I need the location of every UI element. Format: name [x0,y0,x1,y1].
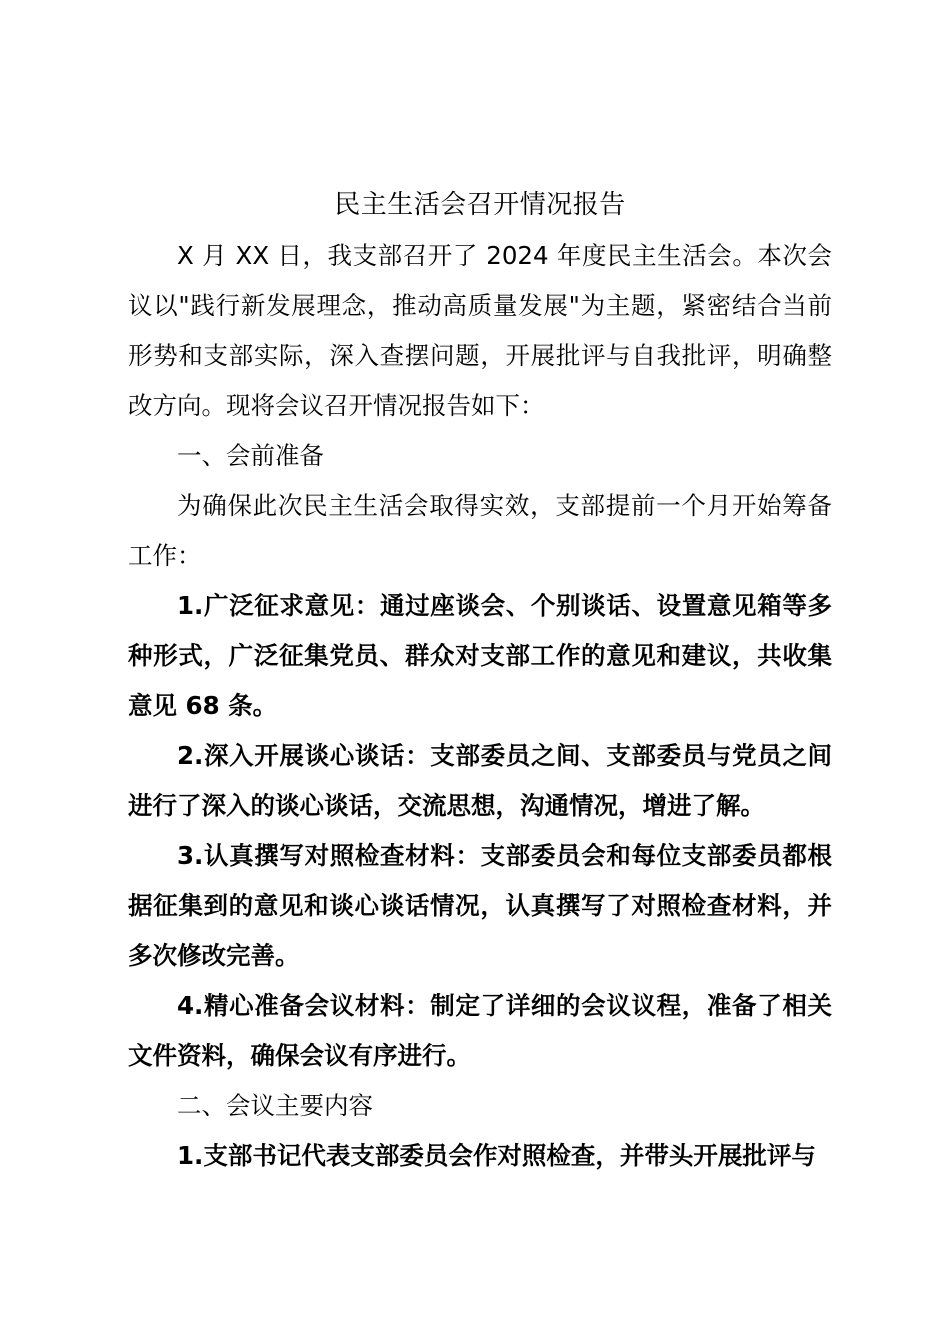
preparation-item-3: 3.认真撰写对照检查材料：支部委员会和每位支部委员都根据征集到的意见和谈心谈话情况，认真撰写了对照检查材料，并多次修改完善。 [128,841,832,970]
preparation-item-2: 2.深入开展谈心谈话：支部委员之间、支部委员与党员之间进行了深入的谈心谈话，交流思想，沟通情况，增进了解。 [128,741,832,820]
document-title: 民主生活会召开情况报告 [334,190,626,220]
section-heading-meeting-content: 二、会议主要内容 [177,1091,373,1120]
preparation-lead-paragraph: 为确保此次民主生活会取得实效，支部提前一个月开始筹备工作： [128,491,832,570]
meeting-content-item-1: 1.支部书记代表支部委员会作对照检查，并带头开展批评与 [177,1141,816,1170]
document-body [128,231,832,1181]
preparation-item-1: 1.广泛征求意见：通过座谈会、个别谈话、设置意见箱等多种形式，广泛征集党员、群众对支部工作的意见和建议，共收集意见 68 条。 [128,591,832,720]
section-heading-preparation: 一、会前准备 [177,441,324,470]
intro-paragraph: X 月 XX 日，我支部召开了 2024 年度民主生活会。本次会议以"践行新发展理念，推动高质量发展"为主题，紧密结合当前形势和支部实际，深入查摆问题，开展批评与自我批评，明确整改方向。现将会议召开情况报告如下： [128,241,832,420]
preparation-item-4: 4.精心准备会议材料：制定了详细的会议议程，准备了相关文件资料，确保会议有序进行。 [128,991,832,1070]
